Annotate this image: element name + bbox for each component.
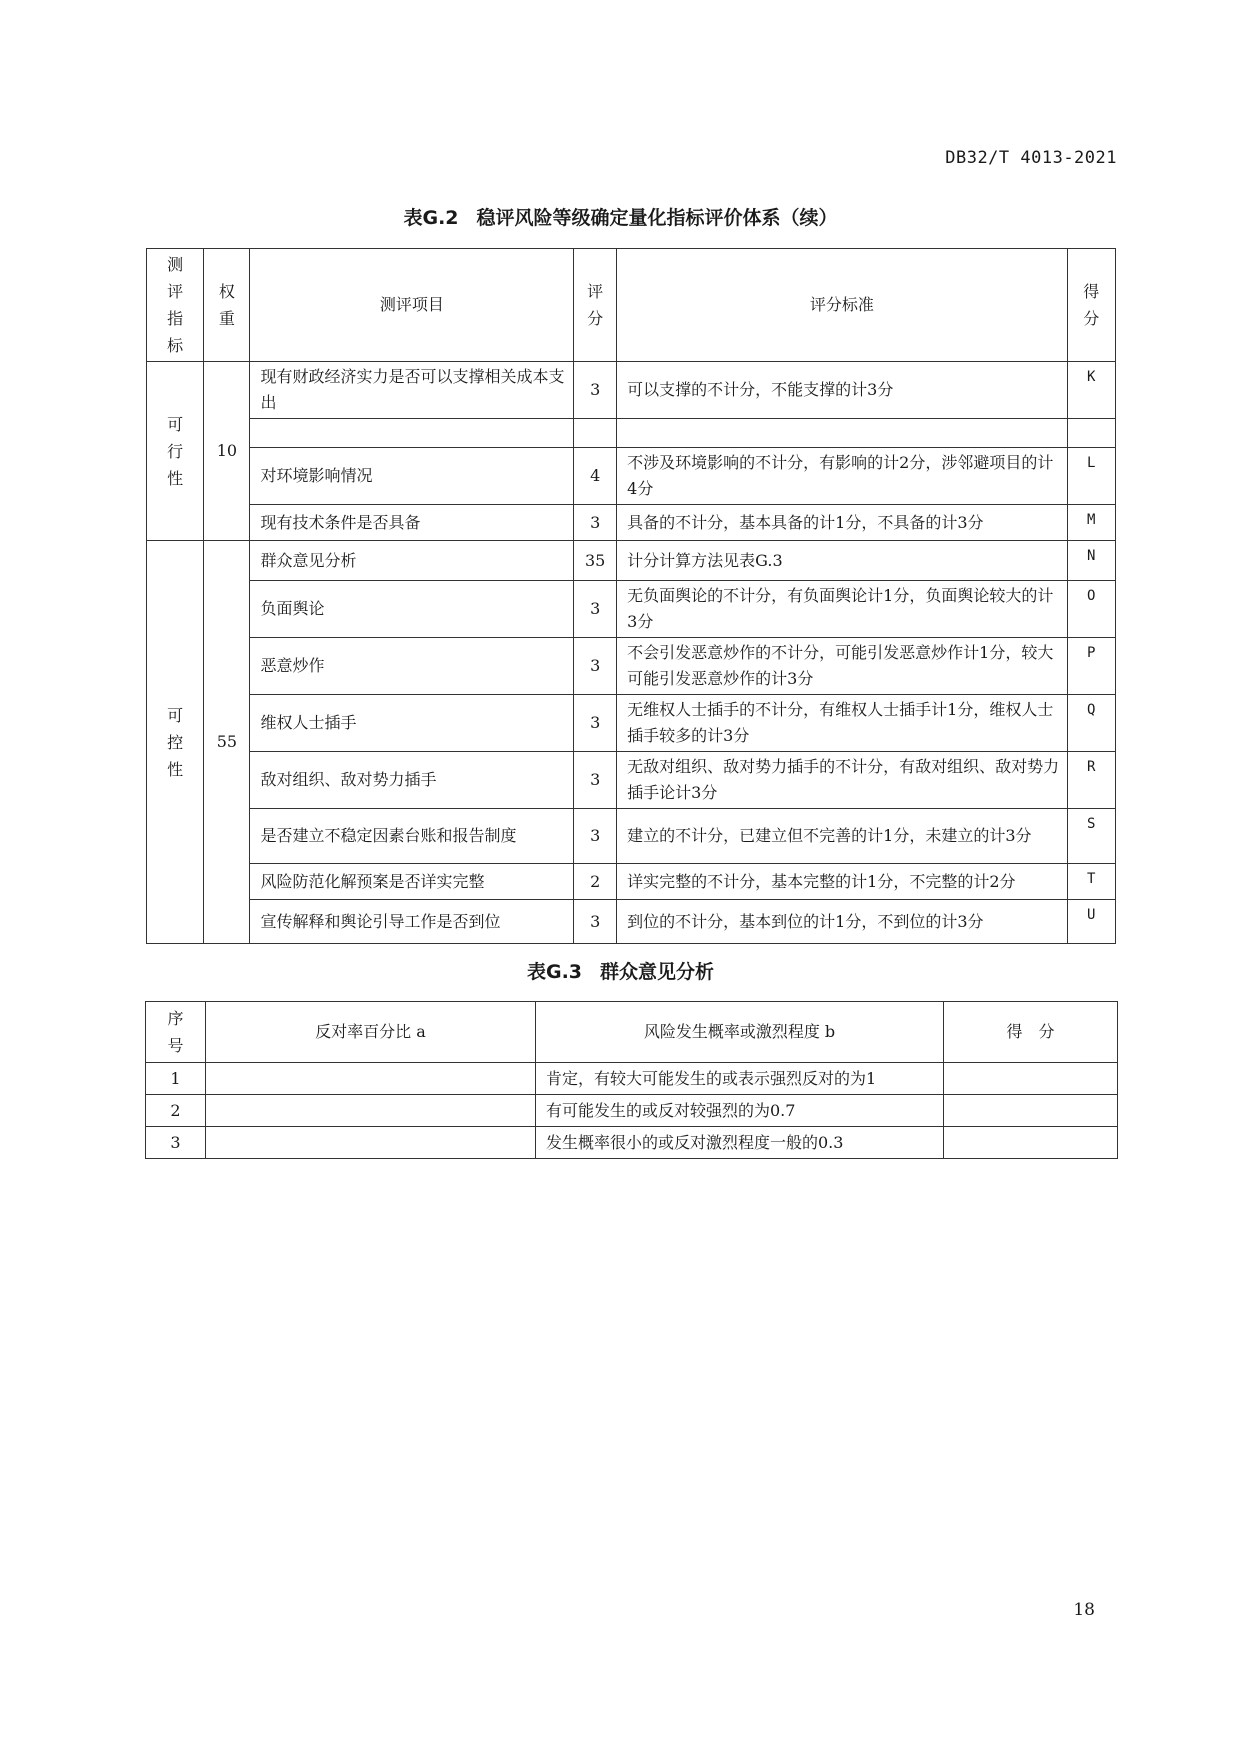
criteria-cell: 不涉及环境影响的不计分，有影响的计2分，涉邻避项目的计4分 (617, 448, 1067, 505)
item-cell: 恶意炒作 (250, 638, 574, 695)
header-criteria: 评分标准 (617, 249, 1067, 362)
table-g2 (146, 248, 1116, 944)
ratio-cell (206, 1063, 536, 1095)
criteria-cell: 无维权人士插手的不计分，有维权人士插手计1分，维权人士插手较多的计3分 (617, 695, 1067, 752)
header-result: 得分 (1067, 249, 1116, 362)
score-cell: 3 (574, 752, 617, 809)
header-no: 序号 (146, 1002, 206, 1063)
result-cell (1067, 419, 1116, 448)
header-indicator: 测评指标 (147, 249, 204, 362)
table-row (147, 864, 1116, 900)
table-g2-title (0, 203, 1241, 230)
criteria-cell: 无敌对组织、敌对势力插手的不计分，有敌对组织、敌对势力插手论计3分 (617, 752, 1067, 809)
table-row (147, 900, 1116, 944)
table-row (147, 695, 1116, 752)
table-row (146, 1127, 1118, 1159)
header-ratio: 反对率百分比 a (206, 1002, 536, 1063)
table-row (147, 809, 1116, 864)
no-cell: 1 (146, 1063, 206, 1095)
probability-cell: 肯定，有较大可能发生的或表示强烈反对的为1 (536, 1063, 944, 1095)
result-cell: T (1067, 864, 1116, 900)
header-score: 得 分 (944, 1002, 1118, 1063)
score-cell: 3 (574, 900, 617, 944)
result-cell: N (1067, 541, 1116, 581)
header-item: 测评项目 (250, 249, 574, 362)
header-score: 评分 (574, 249, 617, 362)
table-g2-header-row (147, 249, 1116, 362)
item-cell: 是否建立不稳定因素台账和报告制度 (250, 809, 574, 864)
item-cell: 维权人士插手 (250, 695, 574, 752)
item-cell: 对环境影响情况 (250, 448, 574, 505)
item-cell: 敌对组织、敌对势力插手 (250, 752, 574, 809)
item-cell: 宣传解释和舆论引导工作是否到位 (250, 900, 574, 944)
table-g3-header-row (146, 1002, 1118, 1063)
table-row (147, 419, 1116, 448)
table-g3-caption: 群众意见分析 (600, 961, 715, 983)
result-cell: M (1067, 505, 1116, 541)
score-cell (574, 419, 617, 448)
score-cell: 3 (574, 638, 617, 695)
ratio-cell (206, 1095, 536, 1127)
criteria-cell (617, 419, 1067, 448)
item-cell: 群众意见分析 (250, 541, 574, 581)
weight-cell: 10 (204, 362, 250, 541)
table-g3-label: 表G.3 (526, 961, 583, 983)
score-cell: 3 (574, 581, 617, 638)
header-probability: 风险发生概率或激烈程度 b (536, 1002, 944, 1063)
table-g3 (145, 1001, 1118, 1159)
item-cell (250, 419, 574, 448)
probability-cell: 发生概率很小的或反对激烈程度一般的0.3 (536, 1127, 944, 1159)
criteria-cell: 具备的不计分，基本具备的计1分，不具备的计3分 (617, 505, 1067, 541)
probability-cell: 有可能发生的或反对较强烈的为0.7 (536, 1095, 944, 1127)
score-cell: 3 (574, 362, 617, 419)
table-row (147, 541, 1116, 581)
score-cell: 3 (574, 505, 617, 541)
no-cell: 3 (146, 1127, 206, 1159)
indicator-cell: 可控性 (147, 541, 204, 944)
score-cell: 35 (574, 541, 617, 581)
score-cell (944, 1095, 1118, 1127)
table-row (147, 505, 1116, 541)
table-g3-title (0, 957, 1241, 984)
weight-cell: 55 (204, 541, 250, 944)
no-cell: 2 (146, 1095, 206, 1127)
table-row (147, 638, 1116, 695)
item-cell: 现有技术条件是否具备 (250, 505, 574, 541)
ratio-cell (206, 1127, 536, 1159)
item-cell: 负面舆论 (250, 581, 574, 638)
item-cell: 现有财政经济实力是否可以支撑相关成本支出 (250, 362, 574, 419)
table-row (146, 1063, 1118, 1095)
criteria-cell: 可以支撑的不计分，不能支撑的计3分 (617, 362, 1067, 419)
criteria-cell: 计分计算方法见表G.3 (617, 541, 1067, 581)
result-cell: L (1067, 448, 1116, 505)
score-cell: 2 (574, 864, 617, 900)
table-g2-caption: 稳评风险等级确定量化指标评价体系（续） (476, 207, 838, 229)
table-row (147, 362, 1116, 419)
score-cell: 3 (574, 695, 617, 752)
table-row (146, 1095, 1118, 1127)
score-cell: 4 (574, 448, 617, 505)
score-cell (944, 1127, 1118, 1159)
table-g2-label: 表G.2 (403, 207, 459, 229)
criteria-cell: 无负面舆论的不计分，有负面舆论计1分，负面舆论较大的计3分 (617, 581, 1067, 638)
result-cell: Q (1067, 695, 1116, 752)
result-cell: S (1067, 809, 1116, 864)
item-cell: 风险防范化解预案是否详实完整 (250, 864, 574, 900)
result-cell: U (1067, 900, 1116, 944)
criteria-cell: 到位的不计分，基本到位的计1分，不到位的计3分 (617, 900, 1067, 944)
document-code: DB32/T 4013-2021 (945, 148, 1117, 168)
result-cell: R (1067, 752, 1116, 809)
header-weight: 权重 (204, 249, 250, 362)
result-cell: K (1067, 362, 1116, 419)
criteria-cell: 详实完整的不计分，基本完整的计1分，不完整的计2分 (617, 864, 1067, 900)
indicator-cell: 可行性 (147, 362, 204, 541)
criteria-cell: 建立的不计分，已建立但不完善的计1分，未建立的计3分 (617, 809, 1067, 864)
score-cell: 3 (574, 809, 617, 864)
score-cell (944, 1063, 1118, 1095)
table-row (147, 581, 1116, 638)
page-number: 18 (1073, 1600, 1095, 1620)
table-row (147, 448, 1116, 505)
table-row (147, 752, 1116, 809)
result-cell: O (1067, 581, 1116, 638)
criteria-cell: 不会引发恶意炒作的不计分，可能引发恶意炒作计1分，较大可能引发恶意炒作的计3分 (617, 638, 1067, 695)
result-cell: P (1067, 638, 1116, 695)
